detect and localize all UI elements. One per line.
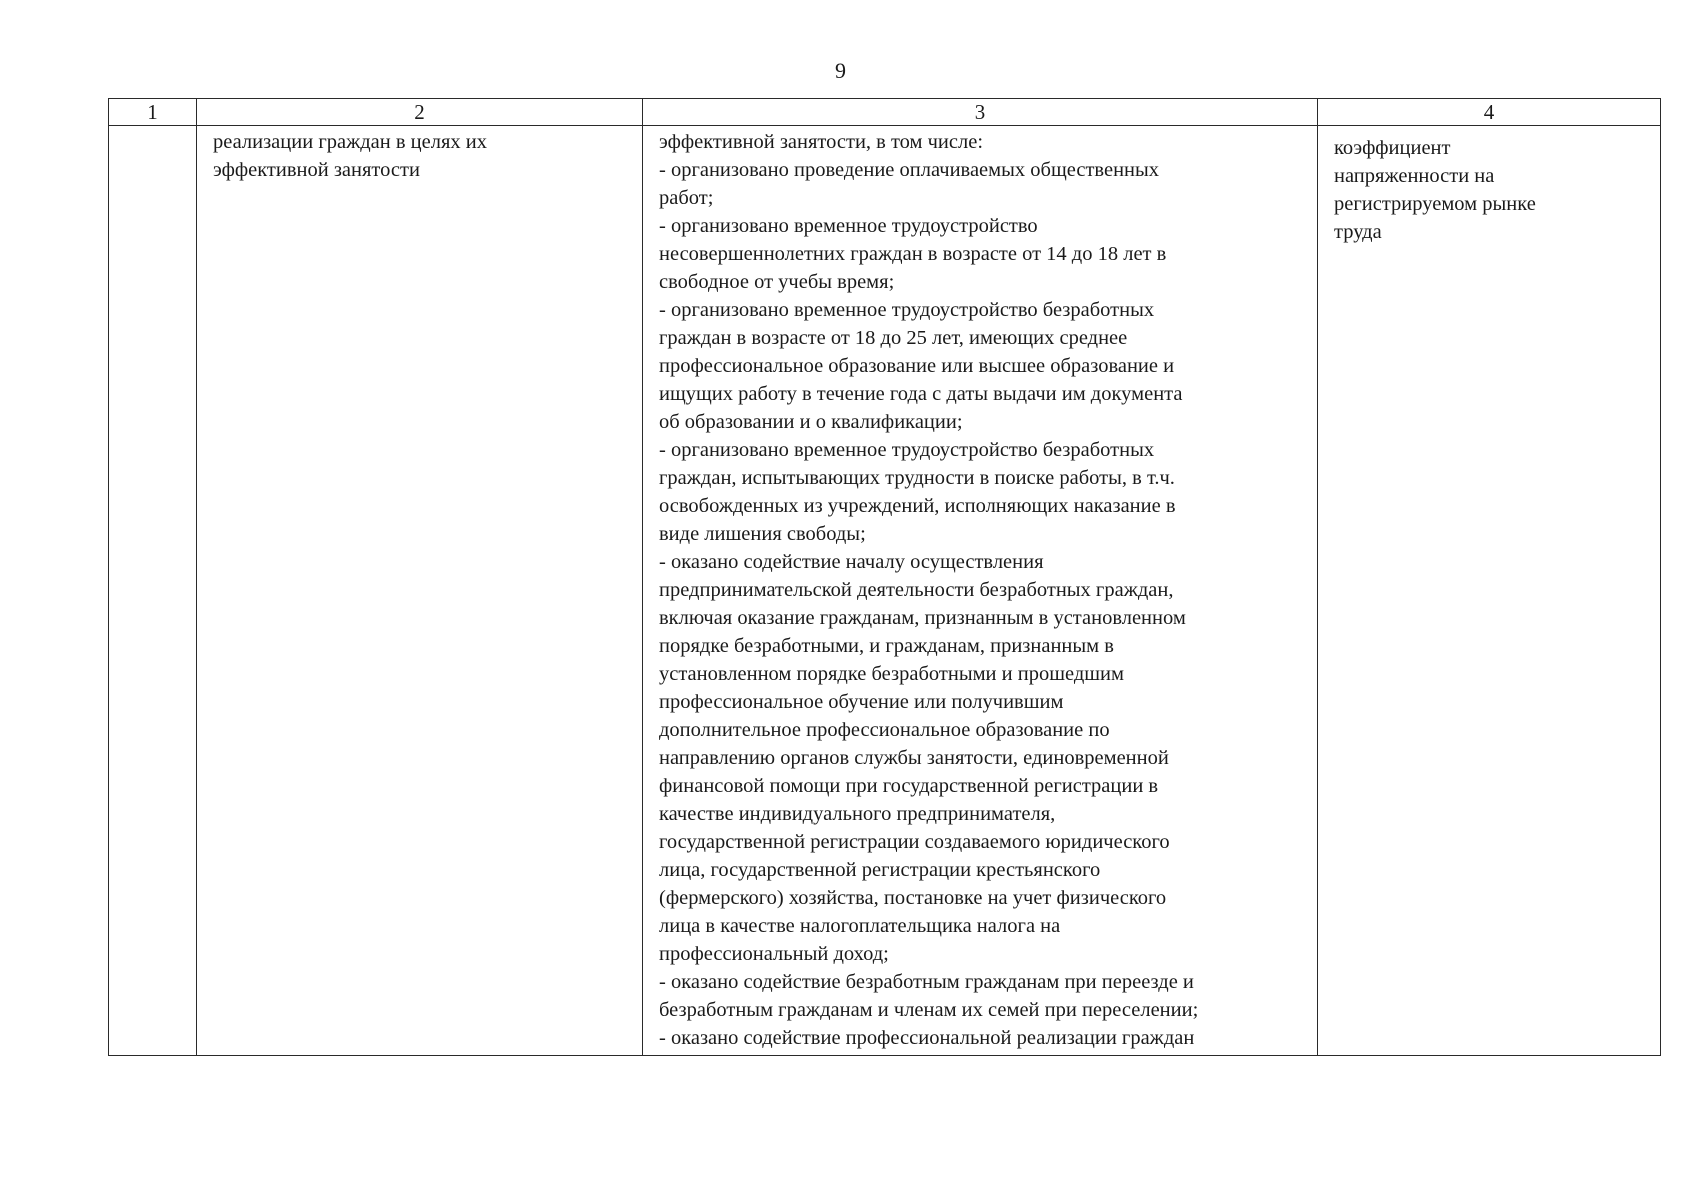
text-line: - оказано содействие профессиональной реализации граждан xyxy=(659,1027,1195,1049)
text-line: финансовой помощи при государственной регистрации в xyxy=(659,775,1159,797)
text-line: - организовано временное трудоустройство безработных xyxy=(659,299,1155,321)
text-line: эффективной занятости, в том числе: xyxy=(659,131,984,153)
text-line: профессиональный доход; xyxy=(659,943,889,965)
text-line: виде лишения свободы; xyxy=(659,523,866,545)
text-line: профессиональное обучение или получившим xyxy=(659,691,1064,713)
col-2-text xyxy=(197,126,642,184)
table-header-row xyxy=(109,99,1661,126)
text-line: - организовано временное трудоустройство безработных xyxy=(659,439,1155,461)
text-line: качестве индивидуального предпринимателя, xyxy=(659,803,1056,825)
text-line: включая оказание гражданам, признанным в установленном xyxy=(659,607,1186,629)
table-row xyxy=(109,126,1661,1056)
text-line: труда xyxy=(1334,221,1382,243)
text-line: граждан, испытывающих трудности в поиске работы, в т.ч. xyxy=(659,467,1175,489)
text-line: лица, государственной регистрации крестьянского xyxy=(659,859,1101,881)
text-line: об образовании и о квалификации; xyxy=(659,411,963,433)
text-line: работ; xyxy=(659,187,714,209)
text-line: лица в качестве налогоплательщика налога на xyxy=(659,915,1061,937)
text-line: профессиональное образование или высшее образование и xyxy=(659,355,1175,377)
text-line: установленном порядке безработными и прошедшим xyxy=(659,663,1124,685)
text-line: эффективной занятости xyxy=(213,159,420,181)
header-cell-4: 4 xyxy=(1318,99,1661,126)
text-line: граждан в возрасте от 18 до 25 лет, имеющих среднее xyxy=(659,327,1128,349)
text-line: - оказано содействие началу осуществления xyxy=(659,551,1044,573)
text-line: направлению органов службы занятости, единовременной xyxy=(659,747,1169,769)
col-4-text xyxy=(1318,126,1660,246)
text-line: коэффициент xyxy=(1334,137,1451,159)
text-line: - организовано временное трудоустройство xyxy=(659,215,1038,237)
text-line: напряженности на xyxy=(1334,165,1495,187)
text-line: предпринимательской деятельности безработных граждан, xyxy=(659,579,1174,601)
text-line: дополнительное профессиональное образование по xyxy=(659,719,1110,741)
page-number: 9 xyxy=(835,58,846,83)
document-table xyxy=(108,98,1661,1056)
text-line: свободное от учебы время; xyxy=(659,271,895,293)
text-line: ищущих работу в течение года с даты выдачи им документа xyxy=(659,383,1183,405)
text-line: (фермерского) хозяйства, постановке на учет физического xyxy=(659,887,1167,909)
header-cell-1: 1 xyxy=(109,99,197,126)
text-line: порядке безработными, и гражданам, признанным в xyxy=(659,635,1114,657)
text-line: регистрируемом рынке xyxy=(1334,193,1536,215)
text-line: безработным гражданам и членам их семей при переселении; xyxy=(659,999,1199,1021)
cell-col-4 xyxy=(1318,126,1661,1056)
header-cell-2: 2 xyxy=(197,99,643,126)
col-3-text xyxy=(643,126,1317,1052)
cell-col-2 xyxy=(197,126,643,1056)
cell-col-3 xyxy=(643,126,1318,1056)
cell-col-1 xyxy=(109,126,197,1056)
text-line: несовершеннолетних граждан в возрасте от 14 до 18 лет в xyxy=(659,243,1167,265)
text-line: реализации граждан в целях их xyxy=(213,131,487,153)
header-cell-3: 3 xyxy=(643,99,1318,126)
text-line: освобожденных из учреждений, исполняющих наказание в xyxy=(659,495,1176,517)
text-line: - оказано содействие безработным гражданам при переезде и xyxy=(659,971,1194,993)
text-line: - организовано проведение оплачиваемых общественных xyxy=(659,159,1160,181)
text-line: государственной регистрации создаваемого юридического xyxy=(659,831,1170,853)
